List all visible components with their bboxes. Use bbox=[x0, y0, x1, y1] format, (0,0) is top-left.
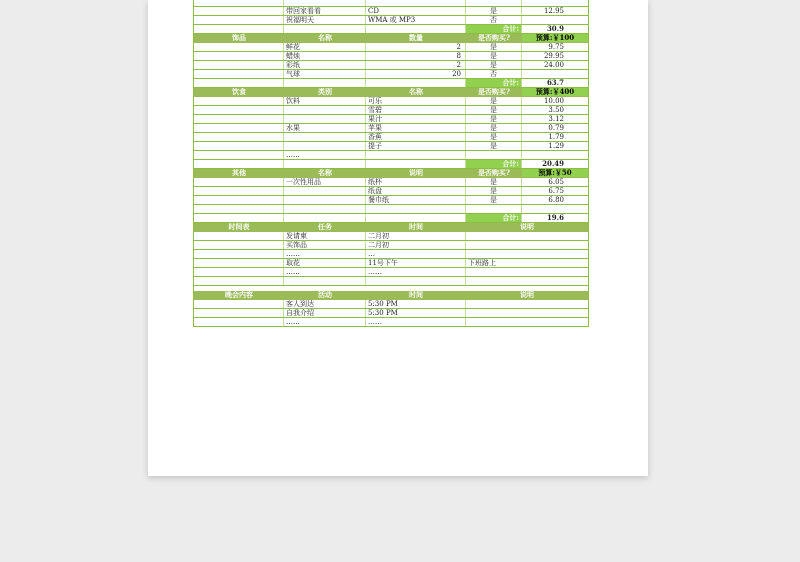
total-label: 合计: bbox=[466, 160, 522, 168]
section-header-program: 晚会内容 活动 时间 说明 bbox=[193, 291, 589, 300]
table-row: 买饰品 二月初 bbox=[193, 241, 589, 250]
table-row: 祝福明天 WMA 或 MP3 否 bbox=[193, 16, 589, 25]
budget-badge: 预算:￥50 bbox=[522, 169, 588, 177]
section-header-decor: 饰品 名称 数量 是否购买? 预算:￥100 bbox=[193, 34, 589, 43]
table-row bbox=[193, 205, 589, 214]
budget-badge: 预算:￥400 bbox=[522, 88, 588, 96]
total-label: 合计: bbox=[466, 214, 522, 222]
table-row: 鲜花 2 是 9.75 bbox=[193, 43, 589, 52]
table-row: 取花 11号下午 下班路上 bbox=[193, 259, 589, 268]
table-row: 彩纸 2 是 24.00 bbox=[193, 61, 589, 70]
table-row: 香蕉 是 1.79 bbox=[193, 133, 589, 142]
table-row: 带回家看看 CD 是 12.95 bbox=[193, 7, 589, 16]
table-row: 气球 20 否 bbox=[193, 70, 589, 79]
table-row: 果汁 是 3.12 bbox=[193, 115, 589, 124]
table-row: 客人到达 5:30 PM bbox=[193, 300, 589, 309]
section-header-schedule: 时间表 任务 时间 说明 bbox=[193, 223, 589, 232]
table-row: 一次性用品 纸杯 是 6.05 bbox=[193, 178, 589, 187]
total-row bbox=[193, 214, 589, 223]
table-row: 水果 苹果 是 0.79 bbox=[193, 124, 589, 133]
total-label: 合计: bbox=[466, 25, 522, 33]
table-row: 发请柬 二月初 bbox=[193, 232, 589, 241]
table-row: 提子 是 1.29 bbox=[193, 142, 589, 151]
total-value: 63.7 bbox=[546, 79, 564, 87]
table-row: …… … bbox=[193, 250, 589, 259]
table-row: 自我介绍 5:30 PM bbox=[193, 309, 589, 318]
total-label: 合计: bbox=[466, 79, 522, 87]
table-row: 雪碧 是 3.50 bbox=[193, 106, 589, 115]
total-value: 20.49 bbox=[542, 160, 564, 168]
table-row: 餐巾纸 是 6.80 bbox=[193, 196, 589, 205]
budget-badge: 预算:￥100 bbox=[522, 34, 588, 42]
total-value: 19.6 bbox=[546, 214, 564, 222]
table-row bbox=[193, 0, 589, 7]
party-planner-table bbox=[193, 0, 589, 327]
table-row: …… bbox=[193, 151, 589, 160]
table-row: 纸盘 是 6.75 bbox=[193, 187, 589, 196]
table-row: …… …… bbox=[193, 268, 589, 277]
total-value: 30.9 bbox=[546, 25, 564, 33]
table-row bbox=[193, 277, 589, 286]
table-row: 饮料 可乐 是 10.00 bbox=[193, 97, 589, 106]
table-row: …… …… bbox=[193, 318, 589, 327]
section-header-food: 饮食 类别 名称 是否购买? 预算:￥400 bbox=[193, 88, 589, 97]
section-header-other: 其他 名称 说明 是否购买? 预算:￥50 bbox=[193, 169, 589, 178]
total-row bbox=[193, 160, 589, 169]
total-row bbox=[193, 25, 589, 34]
total-row bbox=[193, 79, 589, 88]
table-row: 蜡烛 8 是 29.95 bbox=[193, 52, 589, 61]
document-page bbox=[148, 0, 648, 476]
